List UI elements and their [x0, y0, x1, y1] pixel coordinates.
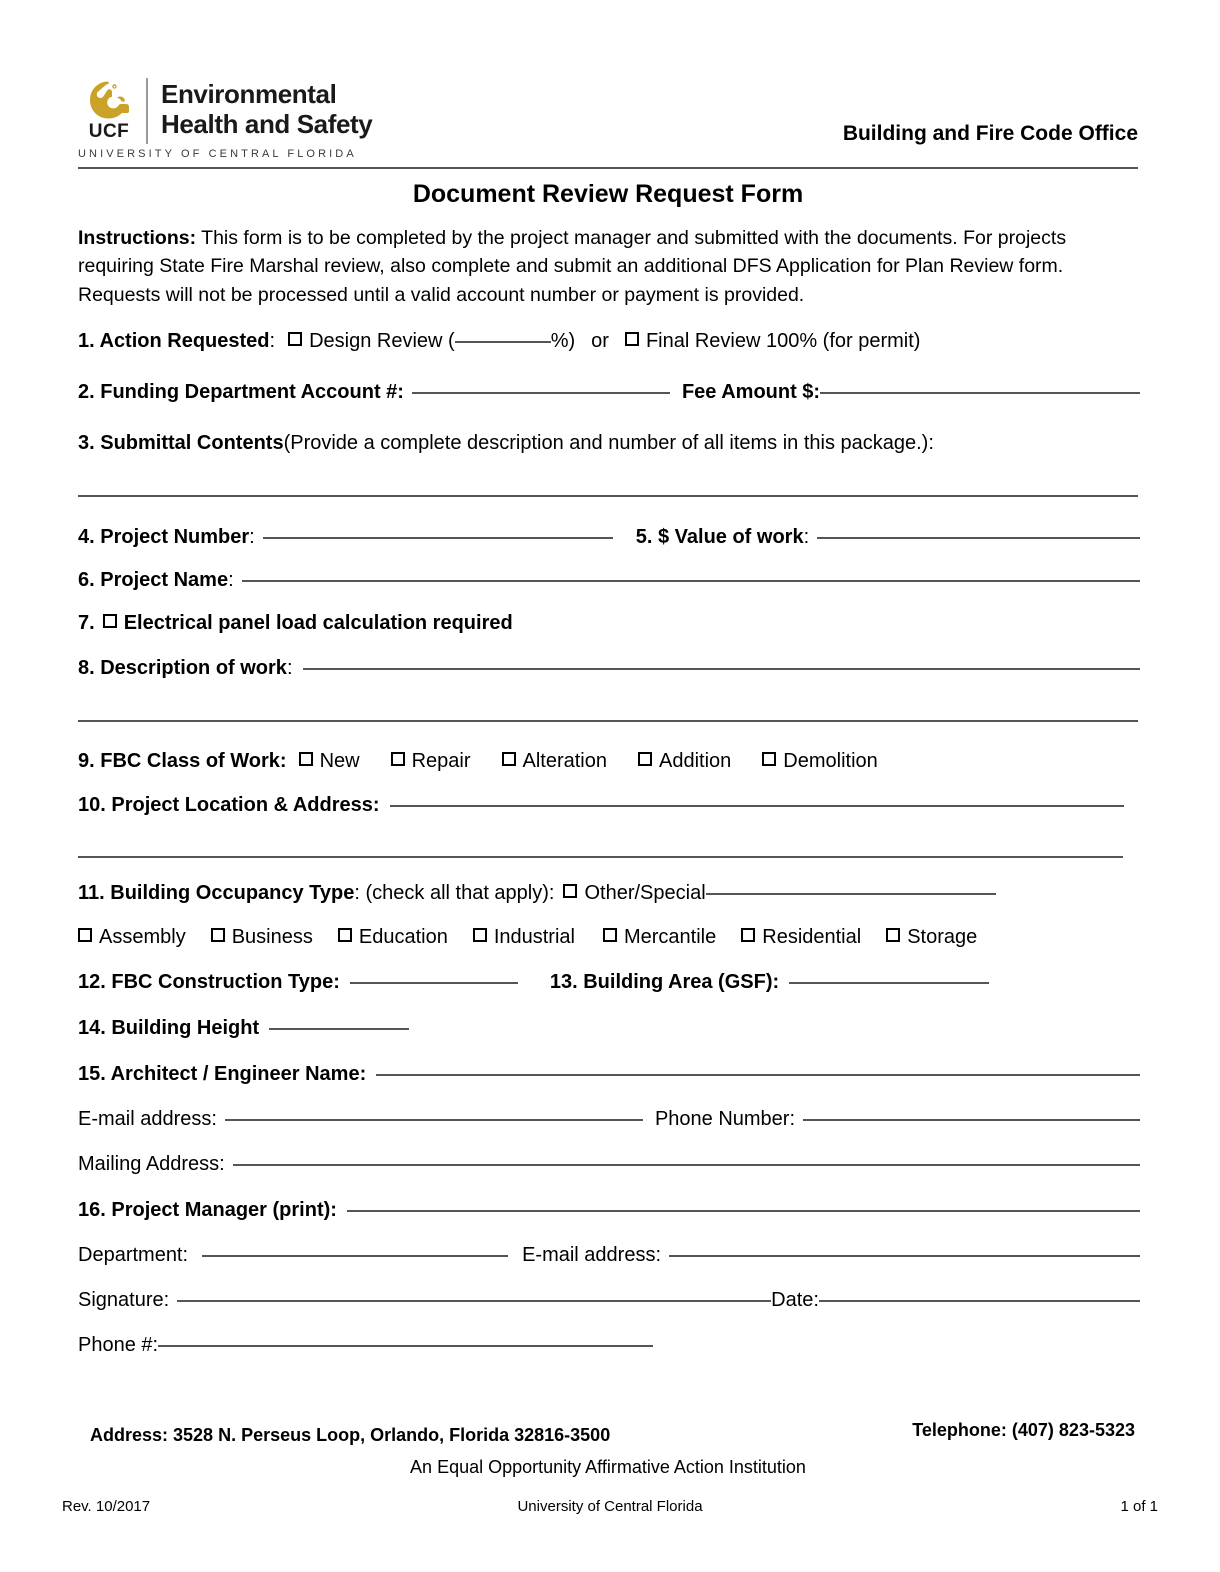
field-fbc-class-of-work — [78, 750, 1140, 773]
input-value-of-work[interactable] — [817, 536, 1140, 539]
form-body — [78, 330, 1140, 1357]
page-header — [78, 78, 1138, 168]
label-occupancy-education: Education — [358, 926, 448, 948]
colon-4: : — [249, 526, 255, 548]
label-pm-signature: Signature: — [78, 1289, 170, 1311]
field-electrical-panel — [78, 612, 1140, 635]
label-fee-amount: Fee Amount $: — [681, 381, 821, 403]
footer-telephone: Telephone: (407) 823-5323 — [912, 1420, 1135, 1440]
input-building-height[interactable] — [269, 1027, 409, 1030]
checkbox-occupancy-industrial[interactable] — [473, 928, 487, 942]
label-project-manager: 16. Project Manager (print): — [78, 1199, 337, 1221]
input-architect-name[interactable] — [376, 1073, 1140, 1076]
colon-8: : — [286, 657, 293, 679]
colon-5: : — [803, 526, 810, 548]
field-description-of-work — [78, 657, 1140, 680]
input-pm-phone[interactable] — [158, 1344, 653, 1347]
label-class-repair: Repair — [411, 750, 471, 772]
label-class-alteration: Alteration — [522, 750, 607, 772]
label-electrical-panel: Electrical panel load calculation required — [123, 612, 513, 634]
checkbox-occupancy-other[interactable] — [563, 884, 577, 898]
field-pm-phone — [78, 1334, 1140, 1357]
input-design-review-percent[interactable] — [455, 340, 551, 343]
label-pm-phone: Phone #: — [78, 1334, 159, 1356]
ucf-abbrev: UCF — [88, 121, 130, 142]
brand-line-1: Environmental — [161, 79, 337, 109]
colon-6: : — [228, 569, 234, 591]
input-project-location-line2[interactable] — [78, 855, 1123, 858]
label-occupancy-storage: Storage — [907, 926, 978, 948]
footer-revision: Rev. 10/2017 — [62, 1498, 151, 1515]
input-building-area[interactable] — [789, 981, 989, 984]
footer-institution: University of Central Florida — [517, 1498, 703, 1515]
footer-page-number: 1 of 1 — [1120, 1498, 1158, 1515]
label-design-review: Design Review ( — [309, 330, 455, 352]
label-submittal-contents: 3. Submittal Contents — [78, 432, 284, 454]
input-fee-amount[interactable] — [820, 391, 1140, 394]
input-submittal-contents-line[interactable] — [78, 494, 1138, 497]
label-description-of-work: 8. Description of work — [78, 657, 287, 679]
field-pm-department — [78, 1244, 1140, 1267]
input-pm-signature[interactable] — [177, 1299, 771, 1302]
label-class-new: New — [319, 750, 360, 772]
field-architect-contact — [78, 1108, 1140, 1131]
input-project-name[interactable] — [242, 579, 1140, 582]
label-pm-department: Department: — [78, 1244, 189, 1266]
label-building-height: 14. Building Height — [78, 1017, 260, 1039]
field-project-number — [78, 526, 1140, 549]
brand-text — [161, 78, 372, 140]
checkbox-design-review[interactable] — [288, 332, 302, 346]
label-construction-type: 12. FBC Construction Type: — [78, 971, 340, 993]
input-pm-department[interactable] — [202, 1254, 508, 1257]
label-pm-date: Date: — [771, 1289, 819, 1311]
label-occupancy-industrial: Industrial — [493, 926, 575, 948]
input-construction-type[interactable] — [350, 981, 518, 984]
input-architect-phone[interactable] — [803, 1118, 1140, 1121]
instructions-text: This form is to be completed by the project manager and submitted with the documents. For projects requiring State Fire Marshal review, also complete and submit an additional DFS Application for Plan Review form. Requests will not be processed until a valid account number or payment is provided. — [78, 227, 1067, 306]
input-funding-account[interactable] — [412, 391, 670, 394]
footer-eeo-statement: An Equal Opportunity Affirmative Action Institution — [410, 1457, 806, 1477]
input-description-of-work-line2[interactable] — [78, 719, 1138, 722]
label-or: or — [591, 330, 609, 352]
label-value-of-work: 5. $ Value of work — [635, 526, 804, 548]
checkbox-occupancy-education[interactable] — [338, 928, 352, 942]
field-action-requested — [78, 330, 1140, 353]
label-percent-close: %) — [550, 330, 576, 352]
brand-divider — [146, 78, 148, 144]
field-submittal-contents — [78, 432, 1140, 455]
label-architect-mailing: Mailing Address: — [78, 1153, 225, 1175]
field-project-name — [78, 569, 1140, 592]
input-description-of-work[interactable] — [303, 667, 1141, 670]
field-project-location — [78, 794, 1140, 817]
office-title: Building and Fire Code Office — [842, 122, 1138, 145]
label-project-location: 10. Project Location & Address: — [78, 794, 380, 816]
label-project-name: 6. Project Name — [78, 569, 229, 591]
label-occupancy-mercantile: Mercantile — [623, 926, 717, 948]
input-architect-email[interactable] — [225, 1118, 643, 1121]
field-construction-type — [78, 971, 1140, 994]
instructions-label: Instructions: — [78, 227, 197, 249]
label-class-addition: Addition — [659, 750, 732, 772]
checkbox-occupancy-residential[interactable] — [741, 928, 755, 942]
input-pm-date[interactable] — [819, 1299, 1140, 1302]
colon-1: : — [269, 330, 276, 352]
checkbox-final-review[interactable] — [625, 332, 639, 346]
checkbox-class-new[interactable] — [299, 752, 313, 766]
label-fbc-class-of-work: 9. FBC Class of Work: — [78, 750, 287, 772]
input-project-location[interactable] — [390, 804, 1124, 807]
checkbox-occupancy-assembly[interactable] — [78, 928, 92, 942]
checkbox-electrical-panel[interactable] — [103, 614, 117, 628]
field-occupancy-type — [78, 882, 1140, 905]
field-architect-name — [78, 1063, 1140, 1086]
label-occupancy-other: Other/Special — [584, 882, 706, 904]
input-project-manager[interactable] — [347, 1209, 1140, 1212]
label-class-demolition: Demolition — [783, 750, 878, 772]
ucf-ehs-brand — [78, 78, 372, 144]
footer-address: Address: 3528 N. Perseus Loop, Orlando, Florida 32816-3500 — [90, 1425, 611, 1445]
label-occupancy-residential: Residential — [762, 926, 862, 948]
label-architect-name: 15. Architect / Engineer Name: — [78, 1063, 367, 1085]
label-architect-phone: Phone Number: — [654, 1108, 796, 1130]
ucf-logo — [78, 78, 140, 141]
label-building-area: 13. Building Area (GSF): — [549, 971, 780, 993]
checkbox-class-addition[interactable] — [638, 752, 652, 766]
label-project-number: 4. Project Number — [78, 526, 250, 548]
label-final-review: Final Review 100% (for permit) — [645, 330, 921, 352]
label-architect-email: E-mail address: — [78, 1108, 217, 1130]
note-submittal-contents: (Provide a complete description and number of all items in this package.): — [283, 432, 934, 454]
field-architect-mailing — [78, 1153, 1140, 1176]
input-project-number[interactable] — [263, 536, 613, 539]
checkbox-occupancy-storage[interactable] — [886, 928, 900, 942]
brand-line-2: Health and Safety — [161, 109, 373, 140]
header-divider-rule — [78, 167, 1138, 169]
label-action-requested: 1. Action Requested — [78, 330, 270, 352]
footer-meta-bar — [62, 1498, 1158, 1515]
label-occupancy-assembly: Assembly — [99, 926, 186, 948]
field-funding-account — [78, 381, 1140, 404]
ucf-pegasus-icon — [87, 80, 131, 120]
checkbox-occupancy-mercantile[interactable] — [603, 928, 617, 942]
label-occupancy-type: 11. Building Occupancy Type — [78, 882, 355, 904]
number-7: 7. — [78, 612, 95, 634]
checkbox-class-demolition[interactable] — [762, 752, 776, 766]
label-funding-account: 2. Funding Department Account #: — [78, 381, 404, 403]
field-pm-signature — [78, 1289, 1140, 1312]
label-occupancy-business: Business — [231, 926, 313, 948]
occupancy-options-row — [78, 926, 1140, 949]
checkbox-occupancy-business[interactable] — [211, 928, 225, 942]
page-title: Document Review Request Form — [412, 180, 804, 208]
checkbox-class-alteration[interactable] — [502, 752, 516, 766]
checkbox-class-repair[interactable] — [391, 752, 405, 766]
label-pm-email: E-mail address: — [522, 1244, 661, 1266]
field-project-manager — [78, 1199, 1140, 1222]
input-architect-mailing[interactable] — [233, 1163, 1140, 1166]
note-occupancy-type: : (check all that apply): — [354, 882, 555, 904]
field-building-height — [78, 1017, 1140, 1040]
input-occupancy-other[interactable] — [706, 892, 996, 895]
instructions-paragraph — [78, 224, 1140, 309]
brand-subtitle: UNIVERSITY OF CENTRAL FLORIDA — [78, 148, 357, 160]
input-pm-email[interactable] — [669, 1254, 1140, 1257]
